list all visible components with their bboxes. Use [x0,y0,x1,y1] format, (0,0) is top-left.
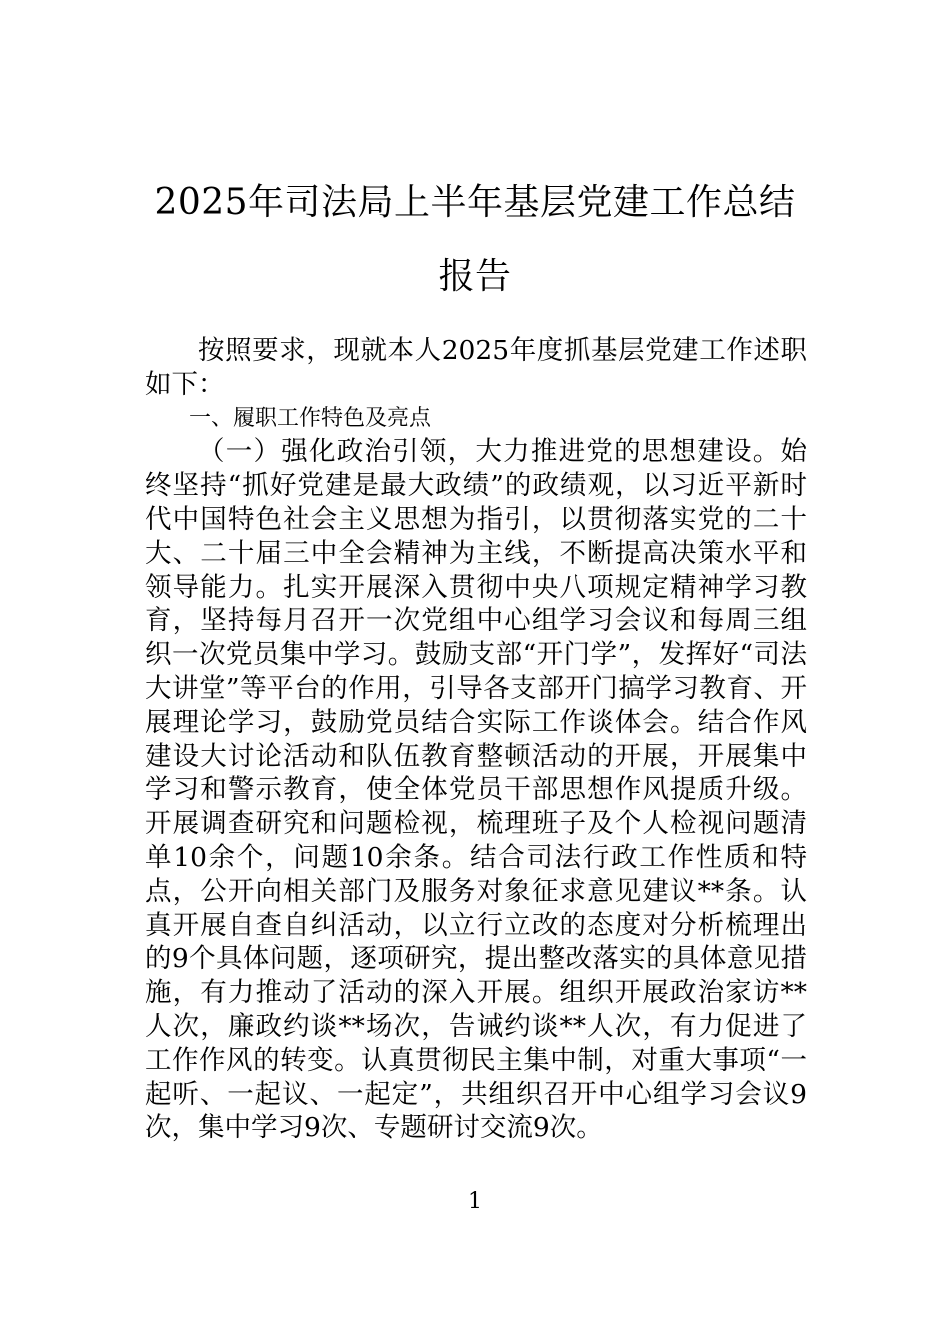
document-body [145,334,807,1145]
page-number: 1 [468,1189,482,1214]
section-heading: 一、履职工作特色及亮点 [189,405,432,431]
intro-paragraph: 按照要求，现就本人2025年度抓基层党建工作述职如下： [145,335,807,400]
body-paragraph: （一）强化政治引领，大力推进党的思想建设。始终坚持“抓好党建是最大政绩”的政绩观，以习近平新时代中国特色社会主义思想为指引，以贯彻落实党的二十大、二十届三中全会精神为主线，不断提高决策水平和领导能力。扎实开展深入贯彻中央八项规定精神学习教育，坚持每月召开一次党组中心组学习会议和每周三组织一次党员集中学习。鼓励支部“开门学”，发挥好“司法大讲堂”等平台的作用，引导各支部开门搞学习教育、开展理论学习，鼓励党员结合实际工作谈体会。结合作风建设大讨论活动和队伍教育整顿活动的开展，开展集中学习和警示教育，使全体党员干部思想作风提质升级。开展调查研究和问题检视，梳理班子及个人检视问题清单10余个，问题10余条。结合司法行政工作性质和特点，公开向相关部门及服务对象征求意见建议**条。认真开展自查自纠活动，以立行立改的态度对分析梳理出的9个具体问题，逐项研究，提出整改落实的具体意见措施，有力推动了活动的深入开展。组织开展政治家访**人次，廉政约谈**场次，告诫约谈**人次，有力促进了工作作风的转变。认真贯彻民主集中制，对重大事项“一起听、一起议、一起定”，共组织召开中心组学习会议9次，集中学习9次、专题研讨交流9次。 [145,436,807,1144]
document-title: 2025年司法局上半年基层党建工作总结报告 [154,182,796,297]
